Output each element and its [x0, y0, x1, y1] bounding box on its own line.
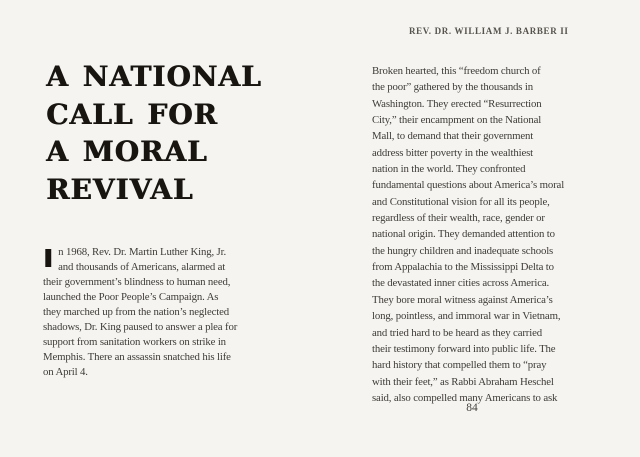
left-page [46, 58, 346, 208]
left-page-body-text: n 1968, Rev. Dr. Martin Luther King, Jr. and thousands of Americans, alarmed at their government’s blindness to human need, launched the Poor People’s Campaign. As they marched up from the nation’s neglected shadows, Dr. King paused to answer a plea for support from sanitation workers on strike in Memphis. There an assassin snatched his life on April 4. [43, 246, 238, 378]
running-header: REV. DR. WILLIAM J. BARBER II [409, 26, 569, 36]
chapter-title [46, 58, 346, 208]
page-number: 84 [466, 402, 478, 414]
left-page-paragraph [43, 245, 348, 380]
chapter-title-line: A NATIONAL [46, 60, 262, 93]
chapter-title-line: CALL FOR [46, 97, 218, 131]
chapter-title-line: A MORAL [46, 135, 208, 168]
chapter-title-line: REVIVAL [46, 172, 194, 206]
drop-cap: I [43, 244, 53, 273]
right-page-body-text: Broken hearted, this “freedom church of the poor” gathered by the thousands in Washington. They erected “Resurrection City,” their encampment on the National Mall, to demand that their government address bitter poverty in the wealthiest nation in the world. They confronted fundamental questions about America’s moral and Constitutional vision for all its people, regardless of their wealth, race, gender or national origin. They demanded attention to the hungry children and inadequate schools from Appalachia to the Mississippi Delta to the devastated inner cities across America. They bore moral witness against America’s long, pointless, and immoral war in Vietnam, and tried hard to be heard as they carried their testimony forward into public life. The hard history that compelled them to “pray with their feet,” as Rabbi Abraham Heschel said, also compelled many Americans to ask [372, 65, 565, 404]
